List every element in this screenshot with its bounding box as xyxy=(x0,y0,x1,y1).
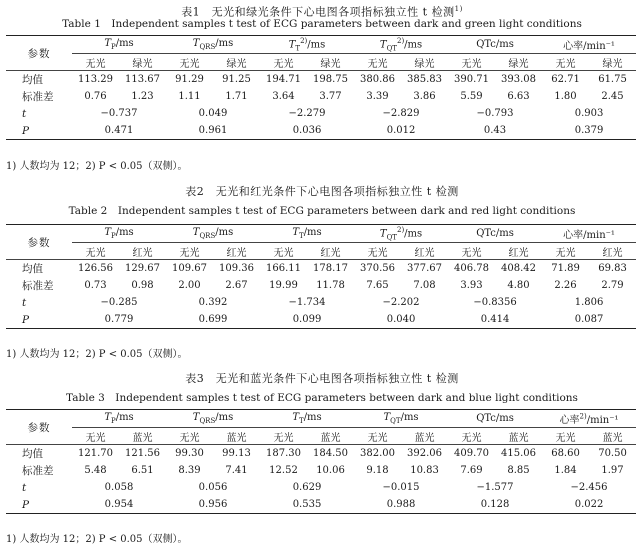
row-label: 均值 xyxy=(6,71,72,89)
condition-label-light: 蓝光 xyxy=(320,432,341,444)
table-2-footnote: 1) 人数均为 12；2) P < 0.05（双侧）。 xyxy=(6,349,188,360)
param-header: 参数 xyxy=(6,410,72,445)
table-cell: 62.71 xyxy=(542,71,589,89)
row-label-t: t xyxy=(22,296,27,309)
param-unit: /ms xyxy=(495,39,514,50)
param-header-3 xyxy=(260,410,354,428)
table-1-footnote: 1) 人数均为 12；2) P < 0.05（双侧）。 xyxy=(6,161,188,172)
param-subscript: QRS xyxy=(199,43,216,51)
param-header-3 xyxy=(260,36,354,54)
param-header: 参数 xyxy=(6,36,72,71)
param-header-1 xyxy=(72,225,166,243)
header-row-conditions xyxy=(6,54,636,71)
condition-label-dark: 无光 xyxy=(367,432,388,444)
table-cell: 109.36 xyxy=(213,260,260,278)
param-header-5 xyxy=(448,36,542,54)
table-cell: 70.50 xyxy=(589,445,636,463)
t-value-cell: 1.806 xyxy=(574,297,604,308)
condition-label-light: 红光 xyxy=(414,247,435,259)
table-cell: 184.50 xyxy=(307,445,354,463)
table-cell: 3.39 xyxy=(366,91,389,102)
condition-label-dark: 无光 xyxy=(461,432,482,444)
row-label: 均值 xyxy=(6,260,72,278)
table-cell: 408.42 xyxy=(495,260,542,278)
t-value-cell: −0.285 xyxy=(100,297,138,308)
header-row-conditions xyxy=(6,428,636,445)
param-symbol: 心率 xyxy=(559,415,580,426)
p-value-cell: 0.471 xyxy=(72,122,166,140)
t-value-cell: −0.015 xyxy=(382,482,420,493)
param-header-5 xyxy=(448,225,542,243)
table-2-title-en: Table 2 Independent samples t test of ECG parameters between dark and red light conditions xyxy=(68,205,576,217)
row-label: 标准差 xyxy=(22,465,54,477)
condition-label-light: 红光 xyxy=(320,247,341,259)
table-cell: 3.93 xyxy=(460,280,483,291)
row-label-t: t xyxy=(22,481,27,494)
param-subscript: T xyxy=(299,232,304,240)
t-value-cell: −1.734 xyxy=(288,297,326,308)
table-row-p xyxy=(6,311,636,329)
table-cell: 3.86 xyxy=(413,91,436,102)
row-label: 均值 xyxy=(6,445,72,463)
condition-label-light: 蓝光 xyxy=(414,432,435,444)
condition-label-light: 绿光 xyxy=(132,58,153,70)
table-cell: 2.79 xyxy=(601,280,624,291)
param-symbol: QTc xyxy=(476,39,496,50)
condition-label-dark: 无光 xyxy=(85,58,106,70)
condition-label-light: 红光 xyxy=(226,247,247,259)
table-cell: 91.29 xyxy=(166,71,213,89)
table-cell: 69.83 xyxy=(589,260,636,278)
param-symbol: T xyxy=(104,38,111,49)
table-row xyxy=(6,462,636,479)
condition-label-light: 绿光 xyxy=(414,58,435,70)
param-symbol: T xyxy=(104,412,111,423)
param-symbol: 心率 xyxy=(563,230,584,241)
p-value-cell: 0.954 xyxy=(72,496,166,514)
table-cell: 390.71 xyxy=(448,71,495,89)
table-cell: 5.59 xyxy=(460,91,483,102)
table-row xyxy=(6,445,636,463)
param-symbol: QTc xyxy=(476,413,496,424)
table-cell: 8.39 xyxy=(178,465,201,476)
condition-label-dark: 无光 xyxy=(367,247,388,259)
table-cell: 6.51 xyxy=(131,465,154,476)
param-header-6 xyxy=(542,225,636,243)
table-cell: 1.80 xyxy=(554,91,577,102)
param-header-6 xyxy=(542,410,636,428)
param-unit: /ms xyxy=(307,39,326,51)
table-cell: 5.48 xyxy=(84,465,107,476)
p-value-cell: 0.43 xyxy=(448,122,542,140)
p-value-cell: 0.128 xyxy=(448,496,542,514)
param-subscript: T xyxy=(299,417,304,425)
condition-label-light: 绿光 xyxy=(602,58,623,70)
table-cell: 10.83 xyxy=(410,465,439,476)
p-value-cell: 0.779 xyxy=(72,311,166,329)
table-1 xyxy=(6,35,636,140)
param-header-4 xyxy=(354,36,448,54)
table-1-title-cn-text: 表1 无光和绿光条件下心电图各项指标独立性 t 检测 xyxy=(181,5,455,19)
param-unit: /ms xyxy=(215,38,234,49)
param-header-5 xyxy=(448,410,542,428)
condition-label-light: 绿光 xyxy=(226,58,247,70)
param-subscript: P xyxy=(110,417,116,425)
table-cell: 10.06 xyxy=(316,465,345,476)
param-unit: /ms xyxy=(303,227,322,238)
condition-label-light: 红光 xyxy=(508,247,529,259)
param-symbol: T xyxy=(288,39,296,51)
condition-label-light: 红光 xyxy=(602,247,623,259)
table-cell: 129.67 xyxy=(119,260,166,278)
condition-label-dark: 无光 xyxy=(461,247,482,259)
param-header-2 xyxy=(166,225,260,243)
param-subscript: QRS xyxy=(199,417,216,425)
param-header-2 xyxy=(166,410,260,428)
table-cell: 178.17 xyxy=(307,260,354,278)
param-header-2 xyxy=(166,36,260,54)
param-subscript: P xyxy=(110,232,116,240)
t-value-cell: −0.737 xyxy=(100,108,138,119)
param-symbol: T xyxy=(192,227,200,238)
table-3-title-cn: 表3 无光和蓝光条件下心电图各项指标独立性 t 检测 xyxy=(185,372,459,385)
param-symbol: QTc xyxy=(476,228,496,239)
table-cell: 409.70 xyxy=(448,445,495,463)
condition-label-light: 蓝光 xyxy=(508,432,529,444)
t-value-cell: −2.279 xyxy=(288,108,326,119)
table-cell: 393.08 xyxy=(495,71,542,89)
p-value-cell: 0.988 xyxy=(354,496,448,514)
condition-label-light: 绿光 xyxy=(320,58,341,70)
p-value-cell: 0.099 xyxy=(260,311,354,329)
param-unit: /ms xyxy=(115,38,134,49)
condition-label-dark: 无光 xyxy=(555,432,576,444)
table-cell: 99.13 xyxy=(213,445,260,463)
param-header-1 xyxy=(72,36,166,54)
t-value-cell: 0.049 xyxy=(198,108,228,119)
param-header-4 xyxy=(354,225,448,243)
p-value-cell: 0.040 xyxy=(354,311,448,329)
table-cell: 121.56 xyxy=(119,445,166,463)
table-cell: 3.64 xyxy=(272,91,295,102)
t-value-cell: −2.829 xyxy=(382,108,420,119)
table-row-p xyxy=(6,122,636,140)
param-footnote-marker: 2) xyxy=(300,36,308,45)
param-header-4 xyxy=(354,410,448,428)
condition-label-dark: 无光 xyxy=(179,247,200,259)
table-cell: 121.70 xyxy=(72,445,119,463)
condition-label-dark: 无光 xyxy=(555,247,576,259)
p-value-cell: 0.699 xyxy=(166,311,260,329)
param-unit: /ms xyxy=(303,412,322,423)
table-cell: 61.75 xyxy=(589,71,636,89)
param-subscript: QT xyxy=(386,44,397,53)
param-unit: /min⁻¹ xyxy=(586,415,619,426)
table-cell: 377.67 xyxy=(401,260,448,278)
table-cell: 382.00 xyxy=(354,445,401,463)
t-value-cell: 0.392 xyxy=(198,297,228,308)
table-cell: 1.71 xyxy=(225,91,248,102)
param-symbol: T xyxy=(292,227,300,238)
table-cell: 8.85 xyxy=(507,465,530,476)
table-3-title-en: Table 3 Independent samples t test of ECG parameters between dark and blue light conditions xyxy=(66,392,578,404)
param-unit: /ms xyxy=(215,227,234,238)
condition-label-light: 蓝光 xyxy=(602,432,623,444)
param-unit: /ms xyxy=(495,413,514,424)
param-symbol: T xyxy=(192,412,200,423)
table-cell: 0.73 xyxy=(84,280,107,291)
param-subscript: QRS xyxy=(199,232,216,240)
condition-label-dark: 无光 xyxy=(85,432,106,444)
table-3 xyxy=(6,409,636,514)
table-cell: 126.56 xyxy=(72,260,119,278)
t-value-cell: −1.577 xyxy=(476,482,514,493)
condition-label-dark: 无光 xyxy=(367,58,388,70)
table-cell: 187.30 xyxy=(260,445,307,463)
condition-label-dark: 无光 xyxy=(273,58,294,70)
t-value-cell: −2.456 xyxy=(570,482,608,493)
param-unit: /ms xyxy=(400,412,419,423)
condition-label-dark: 无光 xyxy=(273,432,294,444)
table-cell: 2.26 xyxy=(554,280,577,291)
table-cell: 71.89 xyxy=(542,260,589,278)
condition-label-dark: 无光 xyxy=(85,247,106,259)
param-footnote-marker: 2) xyxy=(396,225,405,234)
t-value-cell: 0.903 xyxy=(574,108,604,119)
param-symbol: T xyxy=(104,227,111,238)
param-symbol: 心率 xyxy=(563,41,584,52)
table-cell: 198.75 xyxy=(307,71,354,89)
table-cell: 0.98 xyxy=(131,280,154,291)
table-cell: 19.99 xyxy=(269,280,298,291)
param-footnote-marker: 2) xyxy=(579,412,587,421)
param-header-3 xyxy=(260,225,354,243)
table-cell: 68.60 xyxy=(542,445,589,463)
row-label-p: P xyxy=(6,311,72,329)
table-cell: 7.41 xyxy=(225,465,248,476)
row-label: 标准差 xyxy=(22,91,54,103)
table-cell: 1.84 xyxy=(554,465,577,476)
param-header-1 xyxy=(72,410,166,428)
table-cell: 194.71 xyxy=(260,71,307,89)
table-row xyxy=(6,277,636,294)
param-symbol: T xyxy=(379,228,387,240)
param-header: 参数 xyxy=(6,225,72,260)
table-cell: 113.67 xyxy=(119,71,166,89)
table-row xyxy=(6,260,636,278)
header-row-params xyxy=(6,36,636,54)
table-cell: 4.80 xyxy=(507,280,530,291)
t-value-cell: 0.056 xyxy=(198,482,228,493)
table-cell: 7.08 xyxy=(413,280,436,291)
param-unit: /ms xyxy=(215,412,234,423)
table-cell: 1.97 xyxy=(601,465,624,476)
table-row xyxy=(6,71,636,89)
condition-label-dark: 无光 xyxy=(461,58,482,70)
table-cell: 2.45 xyxy=(601,91,624,102)
table-cell: 406.78 xyxy=(448,260,495,278)
t-value-cell: 0.058 xyxy=(104,482,134,493)
table-cell: 11.78 xyxy=(316,280,345,291)
condition-label-dark: 无光 xyxy=(179,432,200,444)
table-cell: 1.23 xyxy=(131,91,154,102)
header-row-params xyxy=(6,225,636,243)
param-footnote-marker: 2) xyxy=(396,36,405,45)
param-symbol: T xyxy=(292,412,300,423)
condition-label-light: 绿光 xyxy=(508,58,529,70)
table-row-t xyxy=(6,479,636,496)
param-unit: /ms xyxy=(495,228,514,239)
p-value-cell: 0.956 xyxy=(166,496,260,514)
p-value-cell: 0.961 xyxy=(166,122,260,140)
table-cell: 12.52 xyxy=(269,465,298,476)
table-row xyxy=(6,88,636,105)
table-cell: 1.11 xyxy=(178,91,201,102)
table-row-t xyxy=(6,294,636,311)
table-cell: 6.63 xyxy=(507,91,530,102)
header-row-params xyxy=(6,410,636,428)
p-value-cell: 0.036 xyxy=(260,122,354,140)
row-label: 标准差 xyxy=(22,280,54,292)
param-unit: /ms xyxy=(404,228,423,240)
table-1-title-en: Table 1 Independent samples t test of ECG parameters between dark and green light conditions xyxy=(62,18,582,30)
table-cell: 113.29 xyxy=(72,71,119,89)
table-cell: 0.76 xyxy=(84,91,107,102)
param-unit: /ms xyxy=(404,39,423,51)
table-cell: 99.30 xyxy=(166,445,213,463)
param-unit: /ms xyxy=(115,412,134,423)
p-value-cell: 0.414 xyxy=(448,311,542,329)
param-unit: /ms xyxy=(115,227,134,238)
table-cell: 166.11 xyxy=(260,260,307,278)
table-cell: 2.67 xyxy=(225,280,248,291)
table-cell: 370.56 xyxy=(354,260,401,278)
p-value-cell: 0.022 xyxy=(542,496,636,514)
param-header-6 xyxy=(542,36,636,54)
header-row-conditions xyxy=(6,243,636,260)
row-label-p: P xyxy=(6,496,72,514)
table-1-title-footnote-marker: 1) xyxy=(454,5,463,13)
table-cell: 385.83 xyxy=(401,71,448,89)
table-3-footnote: 1) 人数均为 12；2) P < 0.05（双侧）。 xyxy=(6,534,188,545)
table-2-title-cn: 表2 无光和红光条件下心电图各项指标独立性 t 检测 xyxy=(185,185,459,198)
table-cell: 3.77 xyxy=(319,91,342,102)
table-cell: 9.18 xyxy=(366,465,389,476)
param-unit: /min⁻¹ xyxy=(583,230,615,241)
param-symbol: T xyxy=(379,39,387,51)
condition-label-light: 蓝光 xyxy=(226,432,247,444)
p-value-cell: 0.012 xyxy=(354,122,448,140)
param-subscript: T xyxy=(295,44,301,53)
table-cell: 109.67 xyxy=(166,260,213,278)
param-subscript: QT xyxy=(386,233,397,242)
t-value-cell: −0.8356 xyxy=(473,297,517,308)
table-cell: 7.65 xyxy=(366,280,389,291)
table-row-t xyxy=(6,105,636,122)
p-value-cell: 0.535 xyxy=(260,496,354,514)
condition-label-dark: 无光 xyxy=(179,58,200,70)
param-subscript: QT xyxy=(390,417,401,425)
row-label-p: P xyxy=(6,122,72,140)
table-cell: 392.06 xyxy=(401,445,448,463)
row-label-t: t xyxy=(22,107,27,120)
param-subscript: P xyxy=(110,43,116,51)
condition-label-dark: 无光 xyxy=(273,247,294,259)
t-value-cell: −0.793 xyxy=(476,108,514,119)
t-value-cell: −2.202 xyxy=(382,297,420,308)
param-symbol: T xyxy=(383,412,391,423)
table-cell: 7.69 xyxy=(460,465,483,476)
table-cell: 2.00 xyxy=(178,280,201,291)
table-row-p xyxy=(6,496,636,514)
t-value-cell: 0.629 xyxy=(292,482,322,493)
table-2 xyxy=(6,224,636,329)
table-cell: 415.06 xyxy=(495,445,542,463)
p-value-cell: 0.379 xyxy=(542,122,636,140)
condition-label-dark: 无光 xyxy=(555,58,576,70)
param-unit: /min⁻¹ xyxy=(583,41,615,52)
condition-label-light: 蓝光 xyxy=(132,432,153,444)
table-cell: 91.25 xyxy=(213,71,260,89)
p-value-cell: 0.087 xyxy=(542,311,636,329)
table-cell: 380.86 xyxy=(354,71,401,89)
condition-label-light: 红光 xyxy=(132,247,153,259)
param-symbol: T xyxy=(192,38,200,49)
